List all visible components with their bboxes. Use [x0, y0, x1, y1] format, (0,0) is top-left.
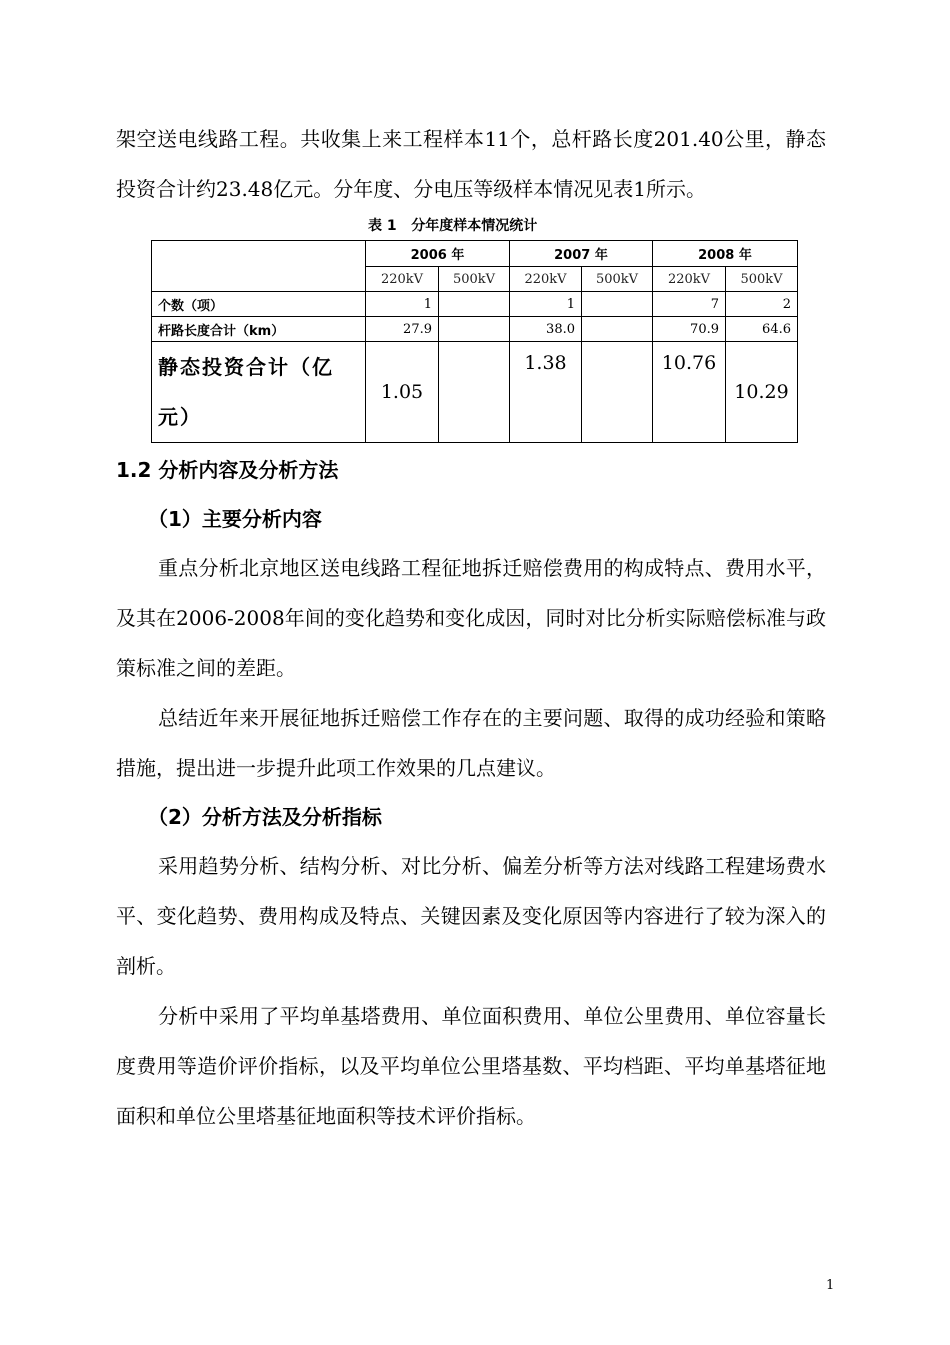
- year-header-2008: 2008 年: [653, 241, 798, 267]
- sample-statistics-table: [151, 240, 798, 443]
- content-paragraph-1: 重点分析北京地区送电线路工程征地拆迁赔偿费用的构成特点、费用水平，及其在2006-2008年间的变化趋势和变化成因，同时对比分析实际赔偿标准与政策标准之间的差距。: [116, 556, 826, 680]
- table-row-length: [152, 317, 798, 342]
- table-cell: 7: [653, 292, 726, 317]
- year-header-2007: 2007 年: [510, 241, 653, 267]
- intro-paragraph: 架空送电线路工程。共收集上来工程样本11个，总杆路长度201.40公里，静态投资合计约23.48亿元。分年度、分电压等级样本情况见表1所示。: [116, 127, 826, 201]
- table-cell: [439, 317, 510, 342]
- table-cell: 1.05: [366, 342, 439, 443]
- table-cell: 38.0: [510, 317, 582, 342]
- table-cell: 27.9: [366, 317, 439, 342]
- table-cell: [439, 292, 510, 317]
- subsection-heading-content: （1）主要分析内容: [148, 507, 322, 531]
- voltage-header: 220kV: [366, 267, 439, 292]
- table-cell: 10.29: [726, 342, 798, 443]
- voltage-header: 500kV: [439, 267, 510, 292]
- row-label: 个数（项）: [152, 292, 366, 317]
- table-cell: [582, 317, 653, 342]
- row-label: 杆路长度合计（km）: [152, 317, 366, 342]
- table-caption: 表 1 分年度样本情况统计: [368, 218, 538, 234]
- table-cell: [582, 342, 653, 443]
- table-cell: 10.76: [653, 342, 726, 443]
- table-header-year-row: [152, 241, 798, 267]
- table-cell: 2: [726, 292, 798, 317]
- table-row-count: [152, 292, 798, 317]
- table-cell: 70.9: [653, 317, 726, 342]
- method-paragraph-1: 采用趋势分析、结构分析、对比分析、偏差分析等方法对线路工程建场费水平、变化趋势、费用构成及特点、关键因素及变化原因等内容进行了较为深入的剖析。: [116, 854, 826, 978]
- subsection-heading-method: （2）分析方法及分析指标: [148, 805, 382, 829]
- content-paragraph-2: 总结近年来开展征地拆迁赔偿工作存在的主要问题、取得的成功经验和策略措施，提出进一步提升此项工作效果的几点建议。: [116, 706, 826, 780]
- table-cell: 64.6: [726, 317, 798, 342]
- year-header-2006: 2006 年: [366, 241, 510, 267]
- voltage-header: 500kV: [582, 267, 653, 292]
- page-number: 1: [826, 1278, 835, 1293]
- voltage-header: 220kV: [653, 267, 726, 292]
- row-label: 静态投资合计（亿元）: [152, 342, 366, 443]
- table-cell: 1: [510, 292, 582, 317]
- table-cell: 1: [366, 292, 439, 317]
- section-heading: 1.2 分析内容及分析方法: [116, 458, 339, 482]
- voltage-header: 500kV: [726, 267, 798, 292]
- table-cell: [582, 292, 653, 317]
- table-cell: [439, 342, 510, 443]
- voltage-header: 220kV: [510, 267, 582, 292]
- method-paragraph-2: 分析中采用了平均单基塔费用、单位面积费用、单位公里费用、单位容量长度费用等造价评价指标，以及平均单位公里塔基数、平均档距、平均单基塔征地面积和单位公里塔基征地面积等技术评价指标。: [116, 1004, 826, 1128]
- table-corner-cell: [152, 241, 366, 292]
- table-row-investment: [152, 342, 798, 443]
- table-cell: 1.38: [510, 342, 582, 443]
